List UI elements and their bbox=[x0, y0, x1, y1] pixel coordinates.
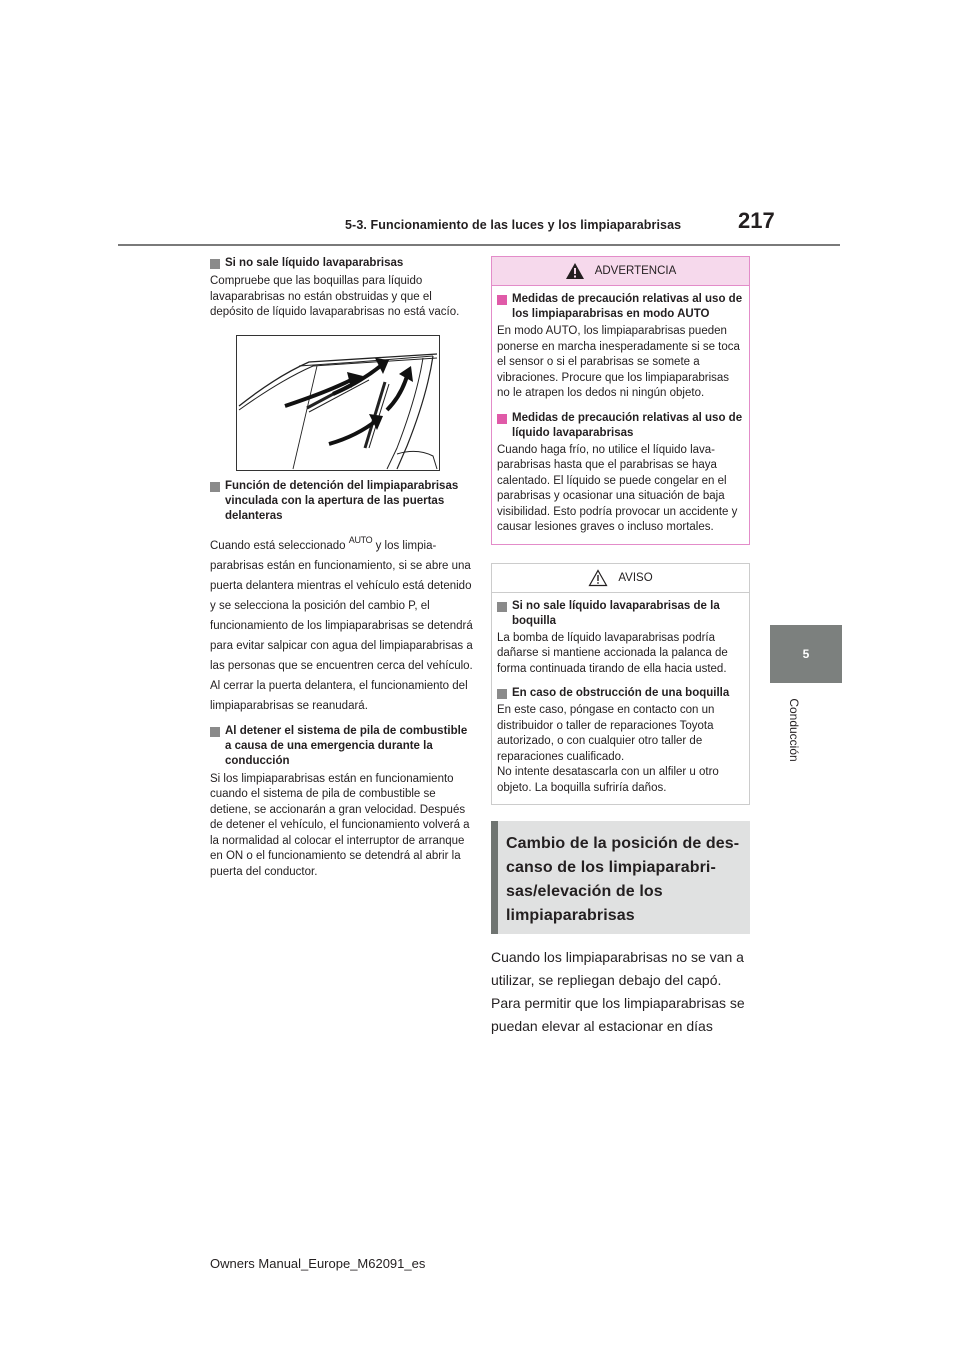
warning-triangle-icon bbox=[565, 262, 585, 280]
warning-item-text: En modo AUTO, los limpiaparabrisas pueden ponerse en marcha inesperadamente si se toca el sensor o si el parabrisas se somete a vibraciones. Procure que los limpiaparabrisas no le atrapen los dedos ni ningún objeto. bbox=[497, 325, 740, 399]
caution-item-heading: Si no sale líquido lavaparabrisas de la boquilla bbox=[512, 599, 720, 627]
caution-item-clogged-nozzle bbox=[497, 686, 744, 701]
header-divider bbox=[118, 244, 840, 246]
topic-heading: Función de detención del limpiaparabrisas vinculada con la apertura de las puertas delanteras bbox=[225, 479, 459, 522]
square-bullet-icon bbox=[210, 727, 220, 737]
chapter-tab[interactable] bbox=[770, 625, 842, 683]
windshield-wiper-illustration bbox=[236, 335, 440, 471]
wiper-nozzle-figure bbox=[237, 336, 439, 470]
chapter-label bbox=[786, 690, 802, 770]
caution-item-heading: En caso de obstrucción de una boquilla bbox=[512, 687, 730, 699]
running-header: 5-3. Funcionamiento de las luces y los limpiaparabrisas bbox=[345, 218, 682, 232]
caution-item-no-fluid bbox=[497, 599, 744, 629]
warning-box-body bbox=[492, 286, 749, 544]
caution-item-text-line: No intente desatascarla con un alfiler u otro objeto. La boquilla sufriría daños. bbox=[497, 766, 719, 794]
section-intro-text: Cuando los limpiaparabrisas no se van a utilizar, se repliegan debajo del capó. Para permitir que los limpiaparabrisas se puedan elevar al estacionar en días bbox=[491, 949, 745, 1034]
warning-box-header bbox=[492, 257, 749, 286]
warning-item-text: Cuando haga frío, no utilice el líquido lavaparabrisas hasta que el parabrisas se haya calentado. El líquido se puede congelar en el parabrisas y ocasionar una situación de baja visibilidad. Esto podría provocar un accidente y causar lesiones graves o incluso mortales. bbox=[497, 443, 738, 533]
square-bullet-icon bbox=[497, 602, 507, 612]
page-number: 217 bbox=[738, 208, 775, 233]
topic-heading: Al detener el sistema de pila de combustible a causa de una emergencia durante la conducción bbox=[225, 724, 468, 767]
warning-box bbox=[491, 256, 750, 545]
topic-heading: Si no sale líquido lavaparabrisas bbox=[225, 257, 404, 269]
warning-box-title: ADVERTENCIA bbox=[594, 265, 677, 277]
caution-box-header bbox=[492, 564, 749, 593]
topic-text-part: y los limpiaparabrisas están en funcionamiento, si se abre una puerta delantera mientras el vehículo está detenido y se selecciona la posición del cambio P, el funcionamiento de los limpiaparabrisas se detendrá para evitar salpicar con agua del limpiaparabrisas a las personas que se encuentren cerca del vehículo. Al cerrar la puerta delantera, el funcionamiento del limpiaparabrisas se reanudará. bbox=[210, 539, 473, 712]
right-column bbox=[491, 256, 750, 1038]
square-bullet-icon bbox=[210, 259, 220, 269]
caution-box-title: AVISO bbox=[618, 571, 653, 584]
topic-text: Compruebe que las boquillas para líquido lavaparabrisas no están obstruidas y que el depósito de líquido lavaparabrisas no está vacío. bbox=[210, 275, 460, 318]
caution-triangle-icon bbox=[588, 569, 608, 587]
caution-item-text bbox=[497, 703, 744, 796]
square-bullet-icon bbox=[210, 482, 220, 492]
topic-no-washer-fluid bbox=[210, 256, 475, 271]
topic-text bbox=[210, 530, 475, 716]
footer-manual-id: Owners Manual_Europe_M62091_es bbox=[210, 1256, 426, 1271]
caution-item-text-line: En este caso, póngase en contacto con un distribuidor o taller de reparaciones Toyota autorizado, o con cualquier otro taller de reparaciones cualificado. bbox=[497, 704, 715, 763]
square-bullet-icon bbox=[497, 414, 507, 424]
caution-item-text: La bomba de líquido lavaparabrisas podría dañarse si mantiene accionada la palanca de forma continuada tirando de ella hacia usted. bbox=[497, 631, 728, 675]
topic-text-part: Cuando está seleccionado bbox=[210, 539, 349, 552]
square-bullet-icon bbox=[497, 689, 507, 699]
warning-item-heading: Medidas de precaución relativas al uso de líquido lavaparabrisas bbox=[512, 411, 743, 439]
warning-item-washer-fluid bbox=[497, 411, 744, 441]
warning-item-auto-mode bbox=[497, 292, 744, 322]
topic-text: Si los limpiaparabrisas están en funcionamiento cuando el sistema de pila de combustible se detiene, se accionarán a gran velocidad. Después de detener el vehículo, el funcionamiento volverá a la normalidad al colocar el interruptor de arranque en ON o el funcionamiento se detendrá al abrir la puerta del conductor. bbox=[210, 772, 470, 878]
chapter-number: 5 bbox=[802, 647, 810, 661]
section-title: Cambio de la posición de descanso de los limpiaparabrisas/elevación de los limpiaparabrisas bbox=[491, 821, 750, 934]
topic-fuel-cell-stop bbox=[210, 724, 475, 769]
auto-mode-icon: AUTO bbox=[348, 534, 373, 545]
left-column bbox=[210, 256, 475, 880]
chapter-name: Conducción bbox=[787, 698, 801, 762]
caution-box bbox=[491, 563, 750, 806]
square-bullet-icon bbox=[497, 295, 507, 305]
topic-door-stop-function bbox=[210, 479, 475, 524]
caution-box-body bbox=[492, 593, 749, 805]
warning-item-heading: Medidas de precaución relativas al uso de los limpiaparabrisas en modo AUTO bbox=[512, 293, 743, 320]
